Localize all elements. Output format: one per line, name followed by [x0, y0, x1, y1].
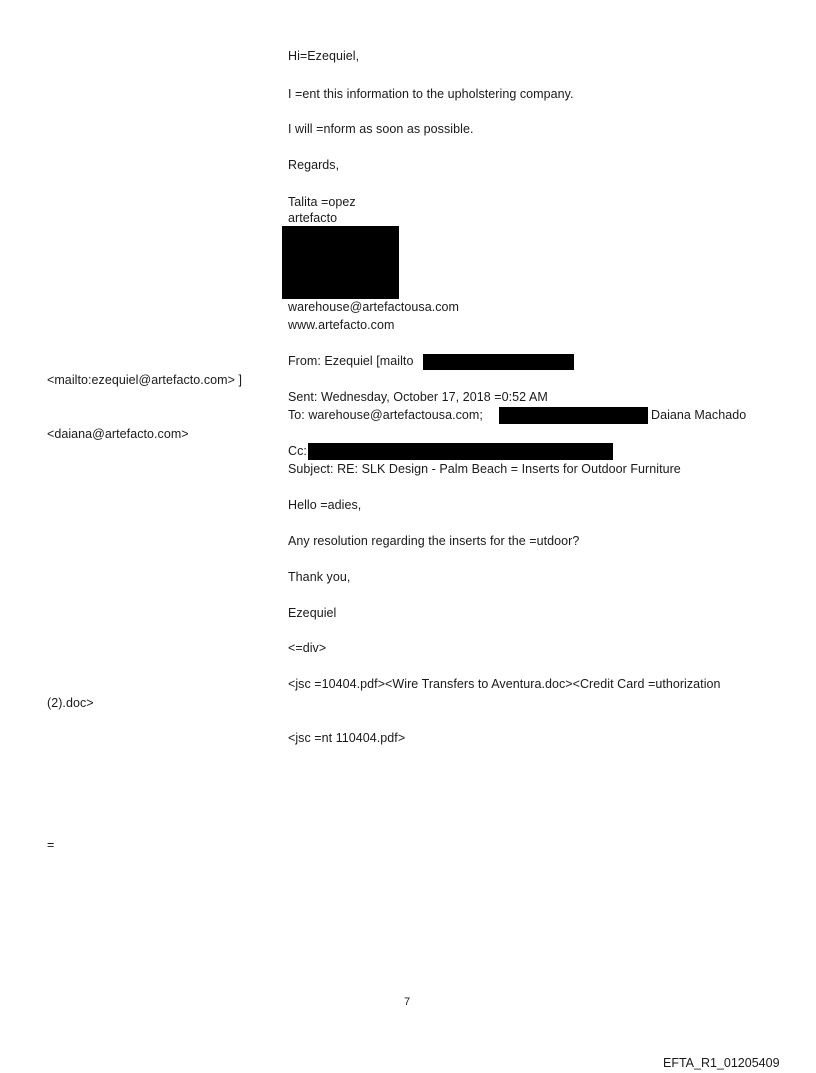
- div-tag: <=div>: [288, 641, 327, 655]
- quoted-to: To: warehouse@artefactousa.com;: [288, 408, 483, 422]
- body-line-2: I will =nform as soon as possible.: [288, 122, 474, 136]
- redaction-block: [308, 443, 613, 460]
- quoted-to-continuation: <daiana@artefacto.com>: [47, 427, 189, 441]
- quoted-body: Any resolution regarding the inserts for the =utdoor?: [288, 534, 580, 548]
- attachment-last: <jsc =nt 110404.pdf>: [288, 731, 406, 745]
- signature-email: warehouse@artefactousa.com: [288, 300, 460, 314]
- quoted-greeting: Hello =adies,: [288, 498, 362, 512]
- signature-company: artefacto: [288, 211, 338, 225]
- body-line-1: I =ent this information to the upholstering company.: [288, 87, 574, 101]
- signature-name: Talita =opez: [288, 195, 356, 209]
- document-id: EFTA_R1_01205409: [663, 1056, 780, 1070]
- signature-website: www.artefacto.com: [288, 318, 395, 332]
- redaction-block: [423, 354, 574, 370]
- quoted-thanks: Thank you,: [288, 570, 351, 584]
- quoted-subject: Subject: RE: SLK Design - Palm Beach = Inserts for Outdoor Furniture: [288, 462, 681, 476]
- redaction-block: [499, 407, 648, 424]
- quoted-signoff: Ezequiel: [288, 606, 337, 620]
- closing: Regards,: [288, 158, 340, 172]
- redaction-block: [282, 226, 399, 299]
- attachments-line: <jsc =10404.pdf><Wire Transfers to Aventura.doc><Credit Card =uthorization: [288, 677, 721, 691]
- quoted-cc: Cc:: [288, 444, 307, 458]
- quoted-from: From: Ezequiel [mailto: [288, 354, 414, 368]
- quoted-sent: Sent: Wednesday, October 17, 2018 =0:52 AM: [288, 390, 548, 404]
- stray-char: =: [47, 838, 55, 852]
- attachments-continuation: (2).doc>: [47, 696, 94, 710]
- greeting: Hi=Ezequiel,: [288, 49, 360, 63]
- quoted-to-suffix: Daiana Machado: [651, 408, 747, 422]
- quoted-from-continuation: <mailto:ezequiel@artefacto.com> ]: [47, 373, 242, 387]
- page-number: 7: [404, 996, 411, 1008]
